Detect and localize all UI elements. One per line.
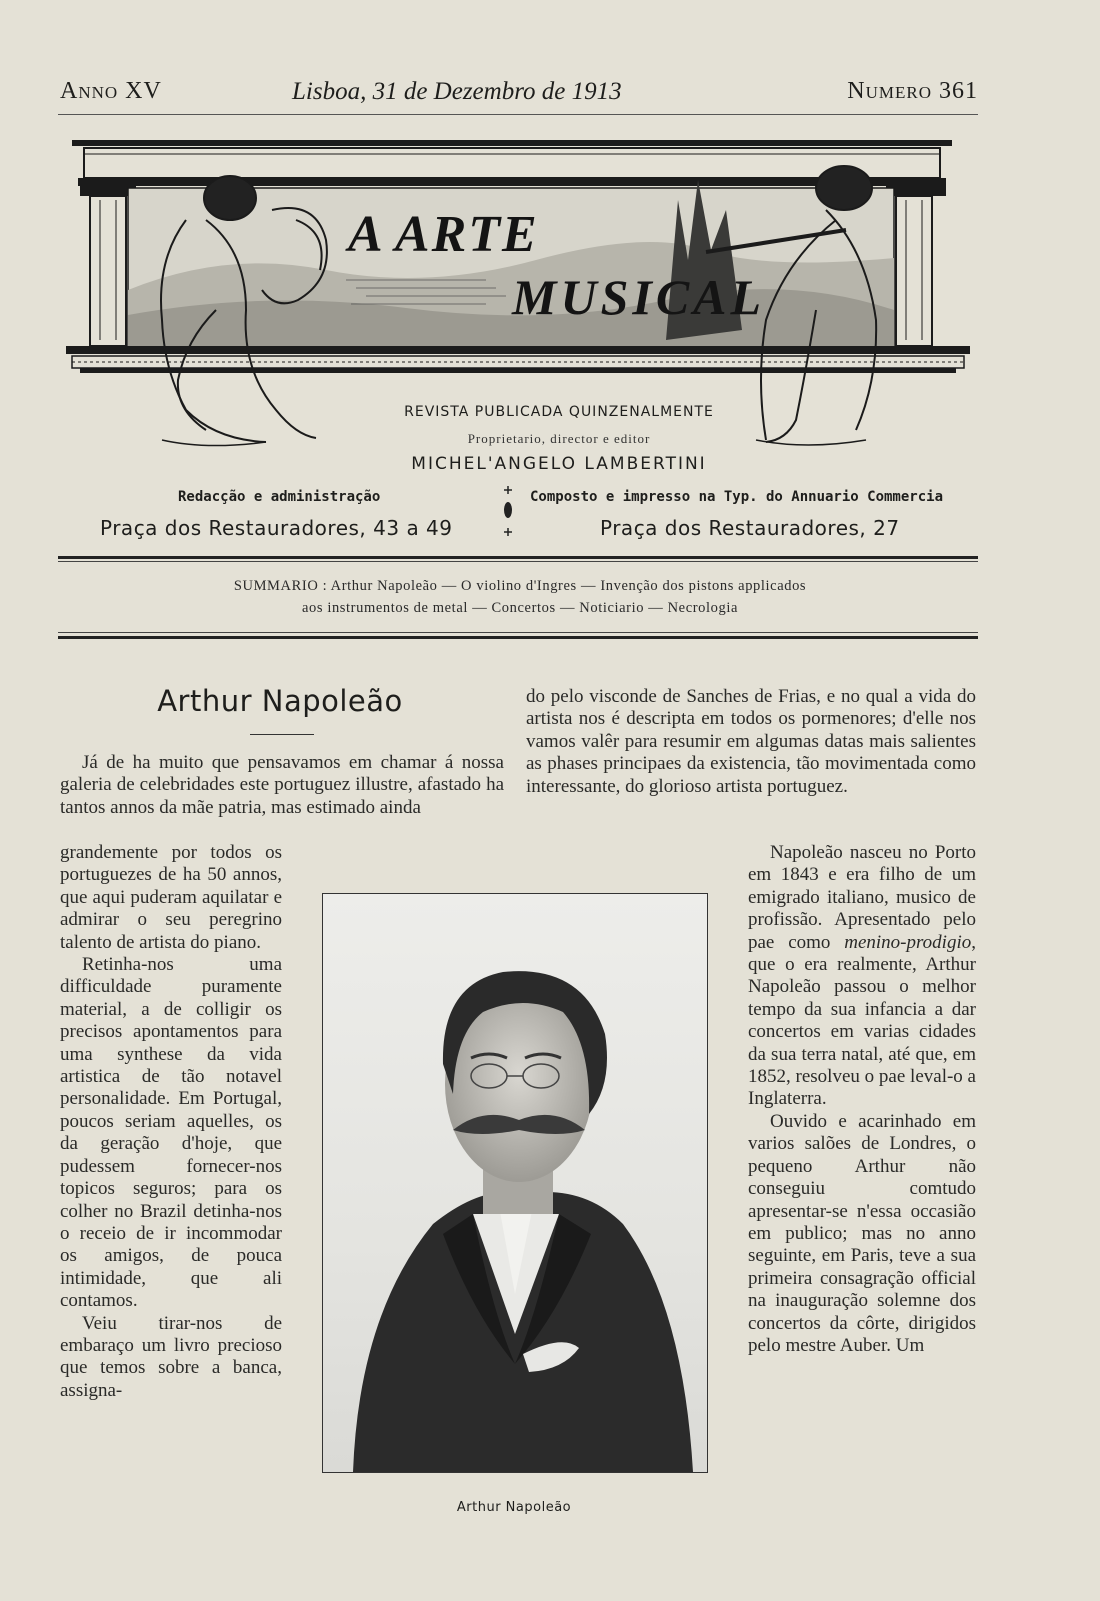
masthead-title-line2: MUSICAL [512, 269, 766, 325]
portrait-illustration [323, 894, 707, 1472]
issue-number: Numero 361 [847, 78, 978, 104]
left-paragraph-1: grandemente por todos os portuguezes de ha 50 annos, que aqui puderam aquilatar e admirar o seu peregrino talento de artista do piano. [60, 842, 282, 953]
summary-line-1: SUMMARIO : Arthur Napoleão — O violino d'Ingres — Invenção dos pistons applicados [233, 578, 807, 594]
summary [120, 575, 920, 619]
summary-rule-top-thin [58, 561, 978, 562]
imprint-right-address: Praça dos Restauradores, 27 [600, 516, 900, 540]
summary-rule-top [58, 556, 978, 559]
article-column-right [748, 842, 976, 1357]
article-lead-paragraph: Já de ha muito que pensavamos em chamar á nossa galeria de celebridades este portuguez illustre, afastado ha tantos annos da mãe patria, mas estimado ainda [60, 752, 504, 818]
photo-caption: Arthur Napoleão [456, 1500, 572, 1515]
left-paragraph-2: Retinha-nos uma difficuldade puramente material, a de colligir os precisos apontamentos para uma synthese da vida artistica de tão notavel personalidade. Em Portugal, poucos seriam aquelles, os da geração d'hoje, que pudessem fornecer-nos topicos seguros; para os colher no Brazil detinha-nos o receio de ir incommodar os amigos, de pouca intimidade, que ali contamos. [60, 954, 282, 1312]
masthead-proprietario: Proprietario, director e editor [467, 431, 651, 446]
issue-date: Lisboa, 31 de Dezembro de 1913 [292, 78, 622, 105]
left-paragraph-3: Veiu tirar-nos de embaraço um livro precioso que temos sobre a banca, assigna- [60, 1312, 282, 1401]
imprint-left-label: Redacção e administração [178, 489, 381, 505]
summary-rule-bottom-thin [58, 632, 978, 633]
issue-header [60, 74, 978, 114]
title-rule [250, 734, 314, 735]
header-rule [58, 114, 978, 115]
summary-rule-bottom [58, 636, 978, 639]
imprint-left-address: Praça dos Restauradores, 43 a 49 [100, 516, 453, 540]
article-column-left [60, 842, 282, 1402]
right-paragraph-1 [748, 842, 976, 1111]
issue-year: Anno XV [60, 78, 162, 104]
right-paragraph-1-start: Napoleão nasceu no Porto em 1843 e era filho de um emigrado italiano, musico de profissão. Apresentado pelo pae como [748, 842, 976, 953]
right-paragraph-1-end: , que o era realmente, Arthur Napoleão passou o melhor tempo da sua infancia a dar concertos em varias cidades da sua terra natal, até que, em 1852, resolveu o pae leval-o a Inglaterra. [748, 931, 976, 1110]
ornament-divider [500, 486, 516, 542]
masthead-editor: MICHEL'ANGELO LAMBERTINI [411, 454, 707, 474]
masthead-subtitle: REVISTA PUBLICADA QUINZENALMENTE [404, 404, 714, 420]
right-paragraph-2: Ouvido e acarinhado em varios salões de Londres, o pequeno Arthur não conseguiu comtudo apresentar-se n'essa occasião em publico; mas no anno seguinte, em Paris, teve a sua primeira consagração official na inauguração solemne dos concertos da côrte, dirigidos pelo mestre Auber. Um [748, 1110, 976, 1356]
article-column-right-top [526, 686, 976, 798]
right-top-paragraph: do pelo visconde de Sanches de Frias, e no qual a vida do artista nos é descripta em todos os pormenores; d'elle nos vamos valêr para resumir em algumas datas mais salientes as phases principaes da existencia, tão movimentada como interessante, do glorioso artista portuguez. [526, 686, 976, 797]
italic-phrase: menino-prodigio [844, 931, 972, 953]
portrait-photo [322, 893, 708, 1473]
article-title: Arthur Napoleão [157, 684, 403, 718]
article-lead [60, 752, 504, 819]
masthead-title-line1: A ARTE [348, 206, 539, 263]
imprint-right-label: Composto e impresso na Typ. do Annuario Commercia [530, 489, 944, 505]
summary-line-2: aos instrumentos de metal — Concertos — Noticiario — Necrologia [301, 600, 739, 616]
